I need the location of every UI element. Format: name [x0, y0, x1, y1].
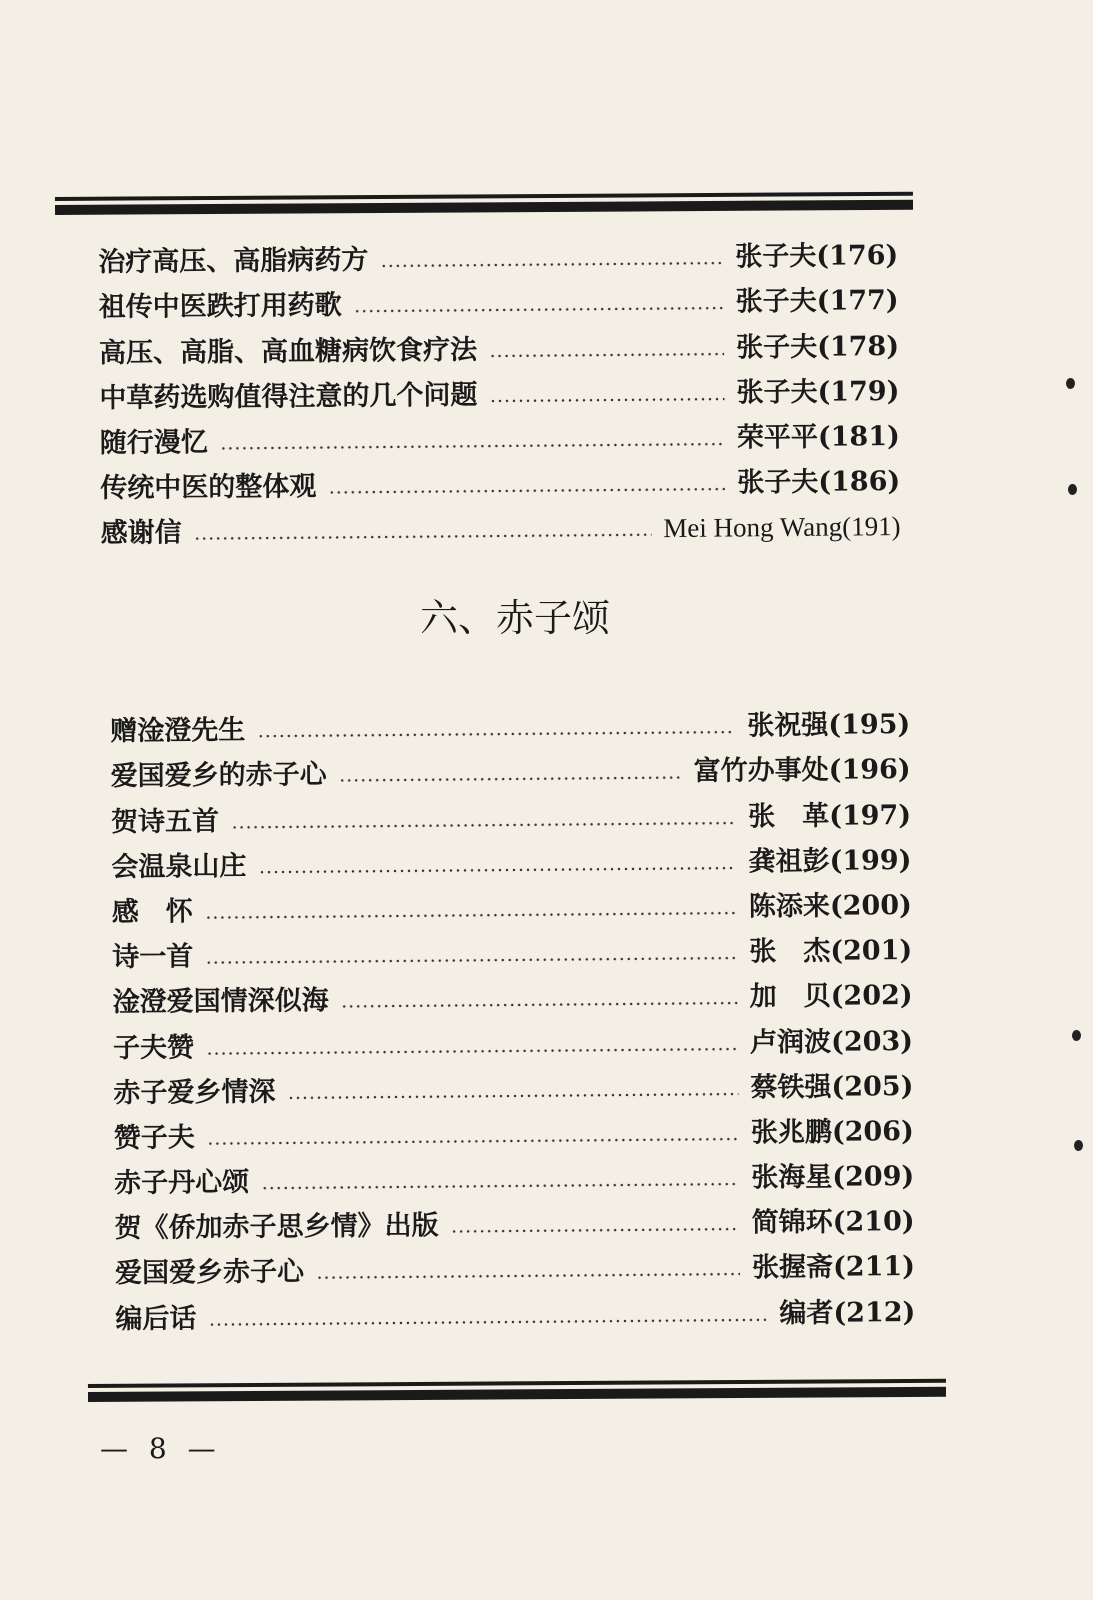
entry-author-page: 卢润波(203) — [749, 1025, 914, 1058]
entry-author-page: 张握斋(211) — [751, 1251, 916, 1284]
entry-author-page: 张子夫(178) — [735, 330, 900, 363]
binding-hole-mark — [1074, 1140, 1083, 1151]
dot-leader — [451, 1228, 740, 1234]
toc-entry — [114, 1235, 916, 1290]
entry-title: 赤子丹心颂 — [114, 1166, 250, 1200]
dot-leader — [380, 262, 723, 268]
dot-leader — [489, 352, 724, 357]
entry-author-page: 张子夫(179) — [736, 375, 900, 409]
toc-entry — [112, 1009, 914, 1064]
dot-leader — [316, 1273, 740, 1280]
toc-section-5 — [98, 224, 901, 550]
dot-leader — [208, 1318, 767, 1326]
entry-author-page: 荣平平(181) — [736, 420, 900, 454]
entry-title: 感谢信 — [100, 517, 182, 550]
bottom-divider — [88, 1379, 946, 1402]
dot-leader — [207, 1137, 739, 1145]
dot-leader — [339, 776, 682, 782]
toc-entry — [98, 269, 899, 324]
binding-hole-mark — [1066, 378, 1075, 389]
dot-leader — [205, 911, 737, 919]
dot-leader — [287, 1092, 738, 1099]
entry-title: 贺《侨加赤子思乡情》出版 — [114, 1210, 439, 1245]
entry-title: 赞子夫 — [113, 1122, 195, 1154]
entry-author-page: 张子夫(177) — [735, 285, 899, 318]
toc-entry — [98, 314, 900, 369]
entry-title: 淦澄爱国情深似海 — [112, 985, 329, 1019]
dot-leader — [258, 866, 736, 873]
toc-entry — [110, 693, 911, 748]
dot-leader — [220, 442, 725, 449]
entry-title: 祖传中医跌打用药歌 — [98, 290, 342, 324]
toc-entry — [100, 495, 901, 550]
toc-section-6 — [110, 693, 915, 1333]
entry-title: 爱国爱乡赤子心 — [114, 1256, 305, 1290]
entry-author-page: 张 革(197) — [747, 799, 912, 832]
dot-leader — [489, 397, 724, 402]
entry-title: 赤子爱乡情深 — [113, 1076, 276, 1109]
entry-title: 中草药选购值得注意的几个问题 — [99, 379, 478, 414]
entry-author-page: 张兆鹏(206) — [750, 1115, 914, 1149]
entry-author-page: 张海星(209) — [751, 1161, 915, 1194]
top-divider — [55, 192, 913, 215]
entry-title: 爱国爱乡的赤子心 — [110, 759, 327, 793]
entry-author-page: 简锦环(210) — [751, 1206, 915, 1239]
toc-entry — [100, 450, 901, 505]
entry-title: 子夫赞 — [112, 1031, 195, 1064]
entry-title: 贺诗五首 — [110, 805, 220, 838]
entry-author-page: 富竹办事处(196) — [693, 754, 911, 788]
entry-title: 感 怀 — [111, 896, 193, 928]
entry-title: 赠淦澄先生 — [110, 715, 246, 748]
entry-author-page: 陈添来(200) — [748, 889, 912, 923]
dot-leader — [354, 307, 724, 313]
dot-leader — [206, 1047, 738, 1055]
toc-entry — [111, 829, 911, 881]
dot-leader — [205, 957, 737, 965]
binding-hole-mark — [1072, 1030, 1081, 1041]
entry-title: 传统中医的整体观 — [100, 471, 317, 505]
toc-entry — [115, 1280, 916, 1335]
toc-entry — [114, 1145, 915, 1200]
entry-title: 会温泉山庄 — [111, 850, 247, 883]
entry-title: 诗一首 — [112, 941, 194, 974]
entry-author-page: 加 贝(202) — [749, 980, 913, 1013]
toc-entry — [112, 919, 913, 974]
dot-leader — [257, 731, 735, 738]
dot-leader — [341, 1002, 738, 1008]
entry-title: 编后话 — [115, 1302, 197, 1335]
dot-leader — [328, 488, 725, 494]
entry-title: 随行漫忆 — [99, 426, 208, 459]
section-heading: 六、赤子颂 — [419, 596, 610, 640]
toc-entry — [110, 738, 911, 793]
entry-author-page: 龚祖彭(199) — [748, 844, 912, 878]
entry-title: 高压、高脂、高血糖病饮食疗法 — [98, 334, 478, 369]
entry-author-page: Mei Hong Wang(191) — [663, 511, 901, 544]
dot-leader — [194, 533, 652, 540]
toc-entry — [113, 1055, 913, 1107]
toc-entry — [112, 964, 913, 1019]
binding-hole-mark — [1068, 484, 1077, 495]
entry-title: 治疗高压、高脂病药方 — [98, 244, 369, 279]
dot-leader — [231, 821, 736, 828]
entry-author-page: 张 杰(201) — [749, 935, 913, 968]
toc-entry — [110, 783, 912, 838]
entry-author-page: 蔡铁强(205) — [750, 1070, 914, 1104]
entry-author-page: 编者(212) — [779, 1296, 916, 1329]
entry-author-page: 张祝强(195) — [747, 709, 911, 742]
entry-author-page: 张子夫(186) — [737, 466, 901, 499]
page-number: — 8 — — [100, 1432, 222, 1465]
entry-author-page: 张子夫(176) — [735, 240, 899, 273]
dot-leader — [261, 1183, 739, 1190]
toc-entry — [98, 224, 899, 279]
